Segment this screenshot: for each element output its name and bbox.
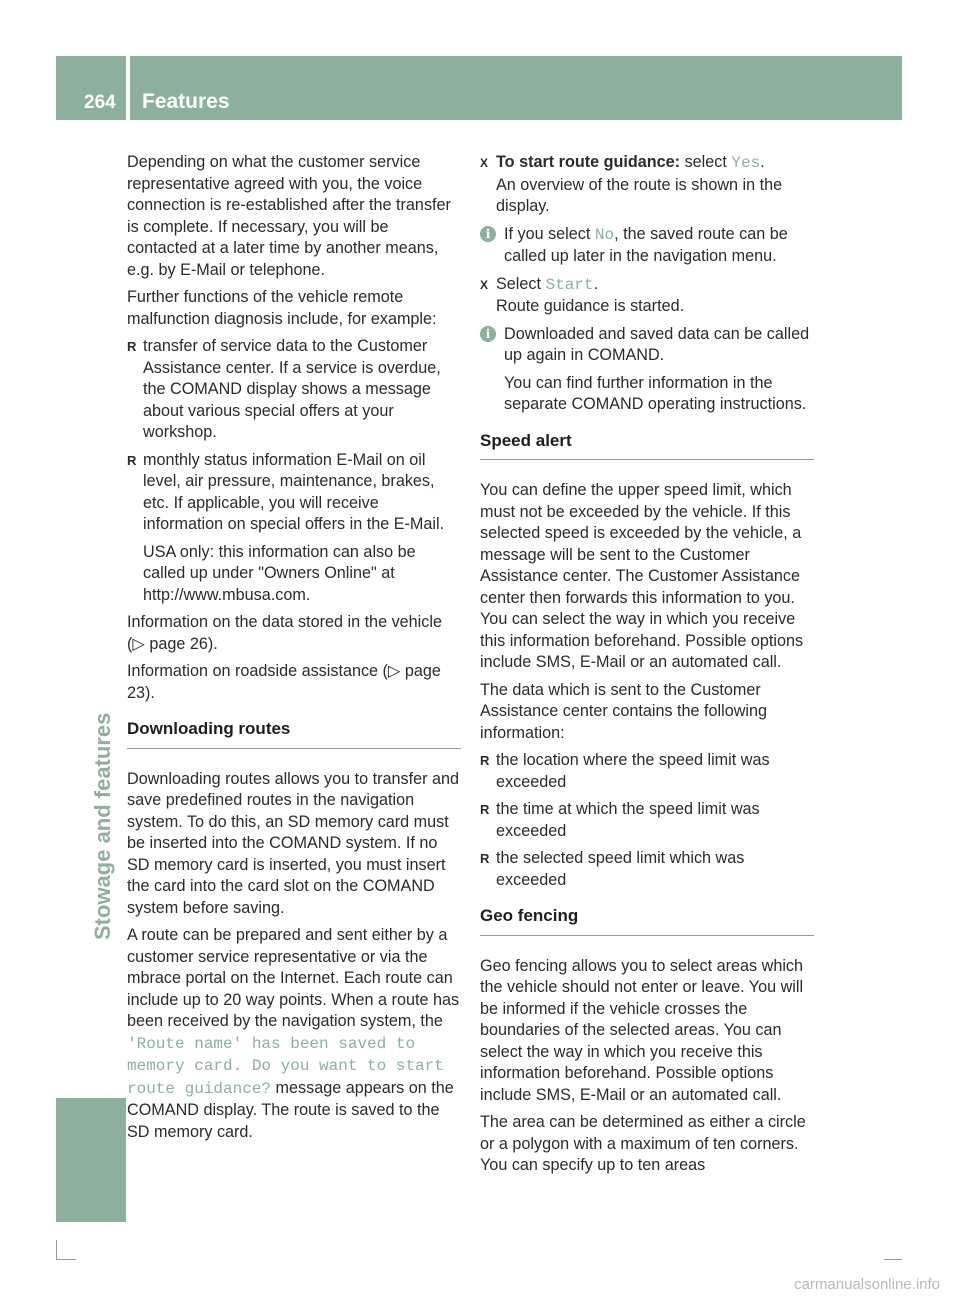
option-start: Start xyxy=(545,275,594,294)
crop-mark xyxy=(56,1259,76,1260)
info-note: i If you select No, the saved route can be called up later in the navigation menu. xyxy=(480,224,814,268)
side-tab-block xyxy=(56,1098,126,1222)
paragraph: The area can be determined as either a circle or a polygon with a maximum of ten corners. You can specify up to ten areas xyxy=(480,1113,806,1174)
cross-reference: Information on roadside assistance (▷ page 23). xyxy=(127,662,441,702)
paragraph: Depending on what the customer service representative agreed with you, the voice connection is re-established after the transfer is complete. If necessary, you will be contacted at a later time by another means, e.g. by E-Mail or telephone. xyxy=(127,153,451,279)
list-item: R monthly status information E-Mail on oil level, air pressure, maintenance, brakes, etc. If applicable, you will receive information on special offers in the E-Mail. xyxy=(127,450,461,536)
crop-mark xyxy=(56,1240,57,1260)
step-arrow-icon: X xyxy=(480,277,489,292)
paragraph: Downloading routes allows you to transfer and save predefined routes in the navigation system. To do this, an SD memory card must be inserted into the COMAND system. If no SD memory card is inserted, you must insert the card into the card slot on the COMAND system before saving. xyxy=(127,769,460,917)
list-item: R the time at which the speed limit was exceeded xyxy=(480,799,814,842)
bullet-icon: R xyxy=(480,851,490,866)
option-yes: Yes xyxy=(731,154,761,172)
crop-mark xyxy=(884,1259,902,1260)
paragraph: You can define the upper speed limit, which must not be exceeded by the vehicle. If this selected speed is exceeded by the vehicle, a message will be sent to the Customer Assistance center. The Customer Assistance center then forwards this information to you. You can select the way in which you receive this information beforehand. Possible options include SMS, E-Mail or an automated call. xyxy=(480,481,804,671)
page-number: 264 xyxy=(84,92,116,113)
bullet-icon: R xyxy=(480,753,490,768)
bullet-icon: R xyxy=(127,452,137,468)
list-item: R transfer of service data to the Customer Assistance center. If a service is overdue, the COMAND display shows a message about various special offers at your workshop. xyxy=(127,336,461,444)
header-bar xyxy=(56,56,902,120)
display-message: 'Route name' has been saved to memory card. Do you want to start route guidance? xyxy=(127,1034,444,1098)
list-item: R the location where the speed limit was exceeded xyxy=(480,750,814,793)
paragraph: The data which is sent to the Customer Assistance center contains the following information: xyxy=(480,680,768,742)
bullet-icon: R xyxy=(480,802,490,817)
info-icon: i xyxy=(480,326,496,342)
paragraph: USA only: this information can also be called up under "Owners Online" at http://www.mbusa.com. xyxy=(143,542,416,604)
step: X To start route guidance: select Yes. An overview of the route is shown in the display. xyxy=(480,152,814,218)
section-title: Features xyxy=(142,90,230,113)
heading-downloading-routes: Downloading routes xyxy=(127,718,461,749)
paragraph: A route can be prepared and sent either by a customer service representative or via the mbrace portal on the Internet. Each route can include up to 20 way points. When a route has been received by the navigation system, the 'Route name' has been saved to memory card. Do you want to start route guidance? message appears on the COMAND display. The route is saved to the SD memory card. xyxy=(127,926,460,1141)
info-note: i Downloaded and saved data can be called up again in COMAND. You can find further information in the separate COMAND operating instructions. xyxy=(480,324,814,416)
paragraph: Geo fencing allows you to select areas which the vehicle should not enter or leave. You will be informed if the vehicle crosses the boundaries of the selected areas. You can select the way in which you receive this information beforehand. Possible options include SMS, E-Mail or an automated call. xyxy=(480,956,804,1104)
step: X Select Start. Route guidance is started. xyxy=(480,274,814,318)
option-no: No xyxy=(594,225,615,244)
bullet-icon: R xyxy=(127,339,137,354)
heading-geo-fencing: Geo fencing xyxy=(480,905,814,936)
header-divider xyxy=(126,56,130,120)
watermark: carmanualsonline.info xyxy=(794,1276,940,1293)
right-column xyxy=(480,152,814,1183)
info-icon: i xyxy=(480,226,496,242)
cross-reference: Information on the data stored in the vehicle (▷ page 26). xyxy=(127,613,442,653)
paragraph: Further functions of the vehicle remote malfunction diagnosis include, for example: xyxy=(127,288,437,328)
step-arrow-icon: X xyxy=(480,156,489,170)
left-column xyxy=(127,152,461,1149)
heading-speed-alert: Speed alert xyxy=(480,430,814,461)
list-item: R the selected speed limit which was exceeded xyxy=(480,848,814,891)
